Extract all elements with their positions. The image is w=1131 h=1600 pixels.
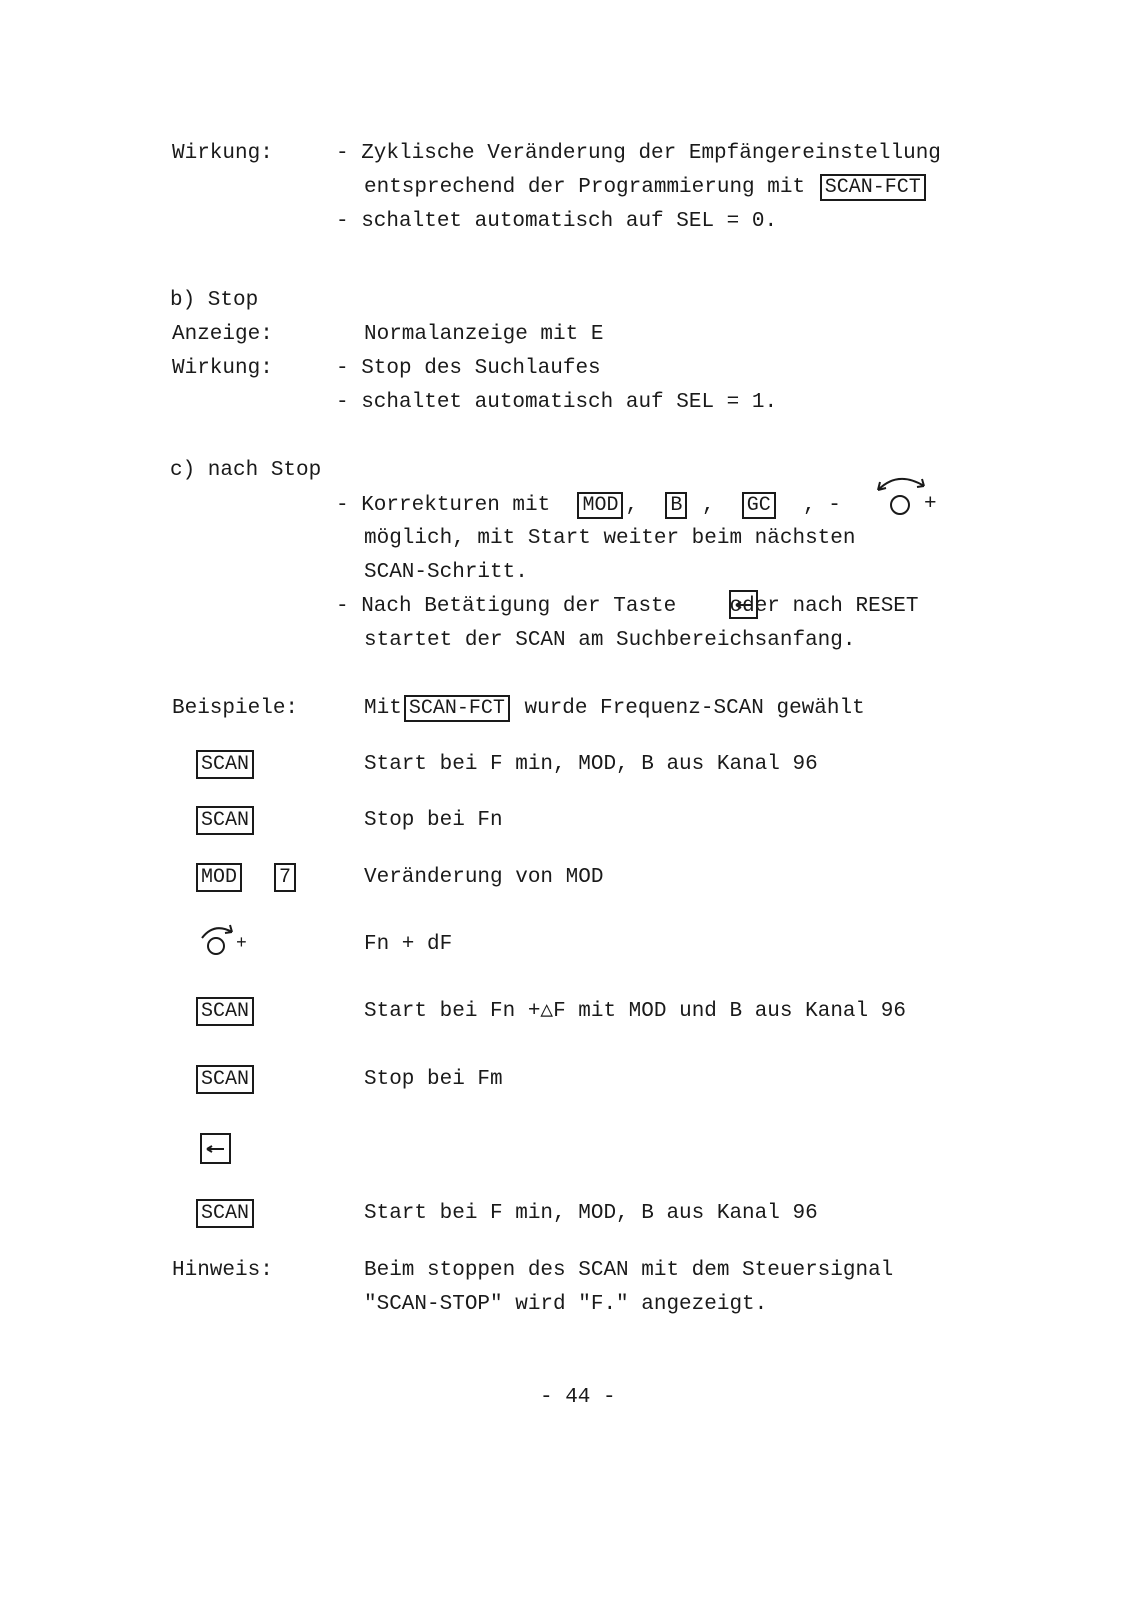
digit-7-key: 7 xyxy=(274,863,296,892)
scan-key: SCAN xyxy=(196,1065,254,1094)
scan-key: SCAN xyxy=(196,750,254,779)
wirkung-line-2 xyxy=(364,174,928,201)
knob-minus: - xyxy=(828,494,841,517)
example-text: Start bei F min, MOD, B aus Kanal 96 xyxy=(364,1202,818,1225)
example-text: Start bei F min, MOD, B aus Kanal 96 xyxy=(364,753,818,776)
separator: , xyxy=(701,494,715,517)
betaetigung-line xyxy=(336,596,919,617)
wirkung-b-line-1: - Stop des Suchlaufes xyxy=(336,357,601,380)
scan-fct-key: SCAN-FCT xyxy=(820,174,926,201)
beispiele-label: Beispiele: xyxy=(172,697,299,720)
wirkung-b-line-2: - schaltet automatisch auf SEL = 1. xyxy=(336,391,778,414)
section-b-heading: b) Stop xyxy=(170,289,259,312)
mod-key: MOD xyxy=(196,863,242,892)
scan-key: SCAN xyxy=(196,806,254,835)
section-c-heading: c) nach Stop xyxy=(170,459,322,482)
example-text: Fn + dF xyxy=(364,933,453,956)
beispiele-intro-pre: Mit xyxy=(364,697,402,720)
anzeige-label: Anzeige: xyxy=(172,323,273,346)
wirkung-line-2-text: entsprechend der Programmierung mit xyxy=(364,176,806,199)
tuning-knob-icon xyxy=(196,918,238,958)
example-text: Stop bei Fm xyxy=(364,1068,503,1091)
enter-key-icon xyxy=(200,1133,232,1165)
knob-plus: + xyxy=(236,934,247,954)
example-text: Start bei Fn +△F mit MOD und B aus Kanal 96 xyxy=(364,1000,906,1023)
scan-key: SCAN xyxy=(196,997,254,1026)
wirkung-line-3: - schaltet automatisch auf SEL = 0. xyxy=(336,210,778,233)
korrekturen-line-3: SCAN-Schritt. xyxy=(364,561,528,584)
gc-key: GC xyxy=(742,492,776,519)
korrekturen-line xyxy=(336,492,841,519)
wirkung-label: Wirkung: xyxy=(172,142,273,165)
wirkung-line-1: - Zyklische Veränderung der Empfängereinstellung xyxy=(336,142,941,165)
hinweis-label: Hinweis: xyxy=(172,1259,273,1282)
enter-key-icon xyxy=(729,590,759,620)
knob-plus: + xyxy=(924,493,937,516)
korrekturen-line-2: möglich, mit Start weiter beim nächsten xyxy=(364,527,856,550)
beispiele-intro xyxy=(364,695,865,722)
separator: , xyxy=(625,494,639,517)
anzeige-text: Normalanzeige mit E xyxy=(364,323,604,346)
betaetigung-line-2: startet der SCAN am Suchbereichsanfang. xyxy=(364,629,856,652)
hinweis-line-2: "SCAN-STOP" wird "F." angezeigt. xyxy=(364,1293,768,1316)
scan-fct-key: SCAN-FCT xyxy=(404,695,510,722)
example-text: Veränderung von MOD xyxy=(364,866,604,889)
b-key: B xyxy=(665,492,687,519)
korrekturen-text: - Korrekturen mit xyxy=(336,494,551,517)
betaetigung-post: oder nach RESET xyxy=(729,595,919,618)
betaetigung-text: - Nach Betätigung der Taste xyxy=(336,595,677,618)
separator: , xyxy=(803,494,816,517)
mod-key: MOD xyxy=(577,492,623,519)
scan-key: SCAN xyxy=(196,1199,254,1228)
wirkung-b-label: Wirkung: xyxy=(172,357,273,380)
example-text: Stop bei Fn xyxy=(364,809,503,832)
beispiele-intro-post: wurde Frequenz-SCAN gewählt xyxy=(524,697,865,720)
hinweis-line-1: Beim stoppen des SCAN mit dem Steuersignal xyxy=(364,1259,894,1282)
page-number: - 44 - xyxy=(540,1386,616,1409)
